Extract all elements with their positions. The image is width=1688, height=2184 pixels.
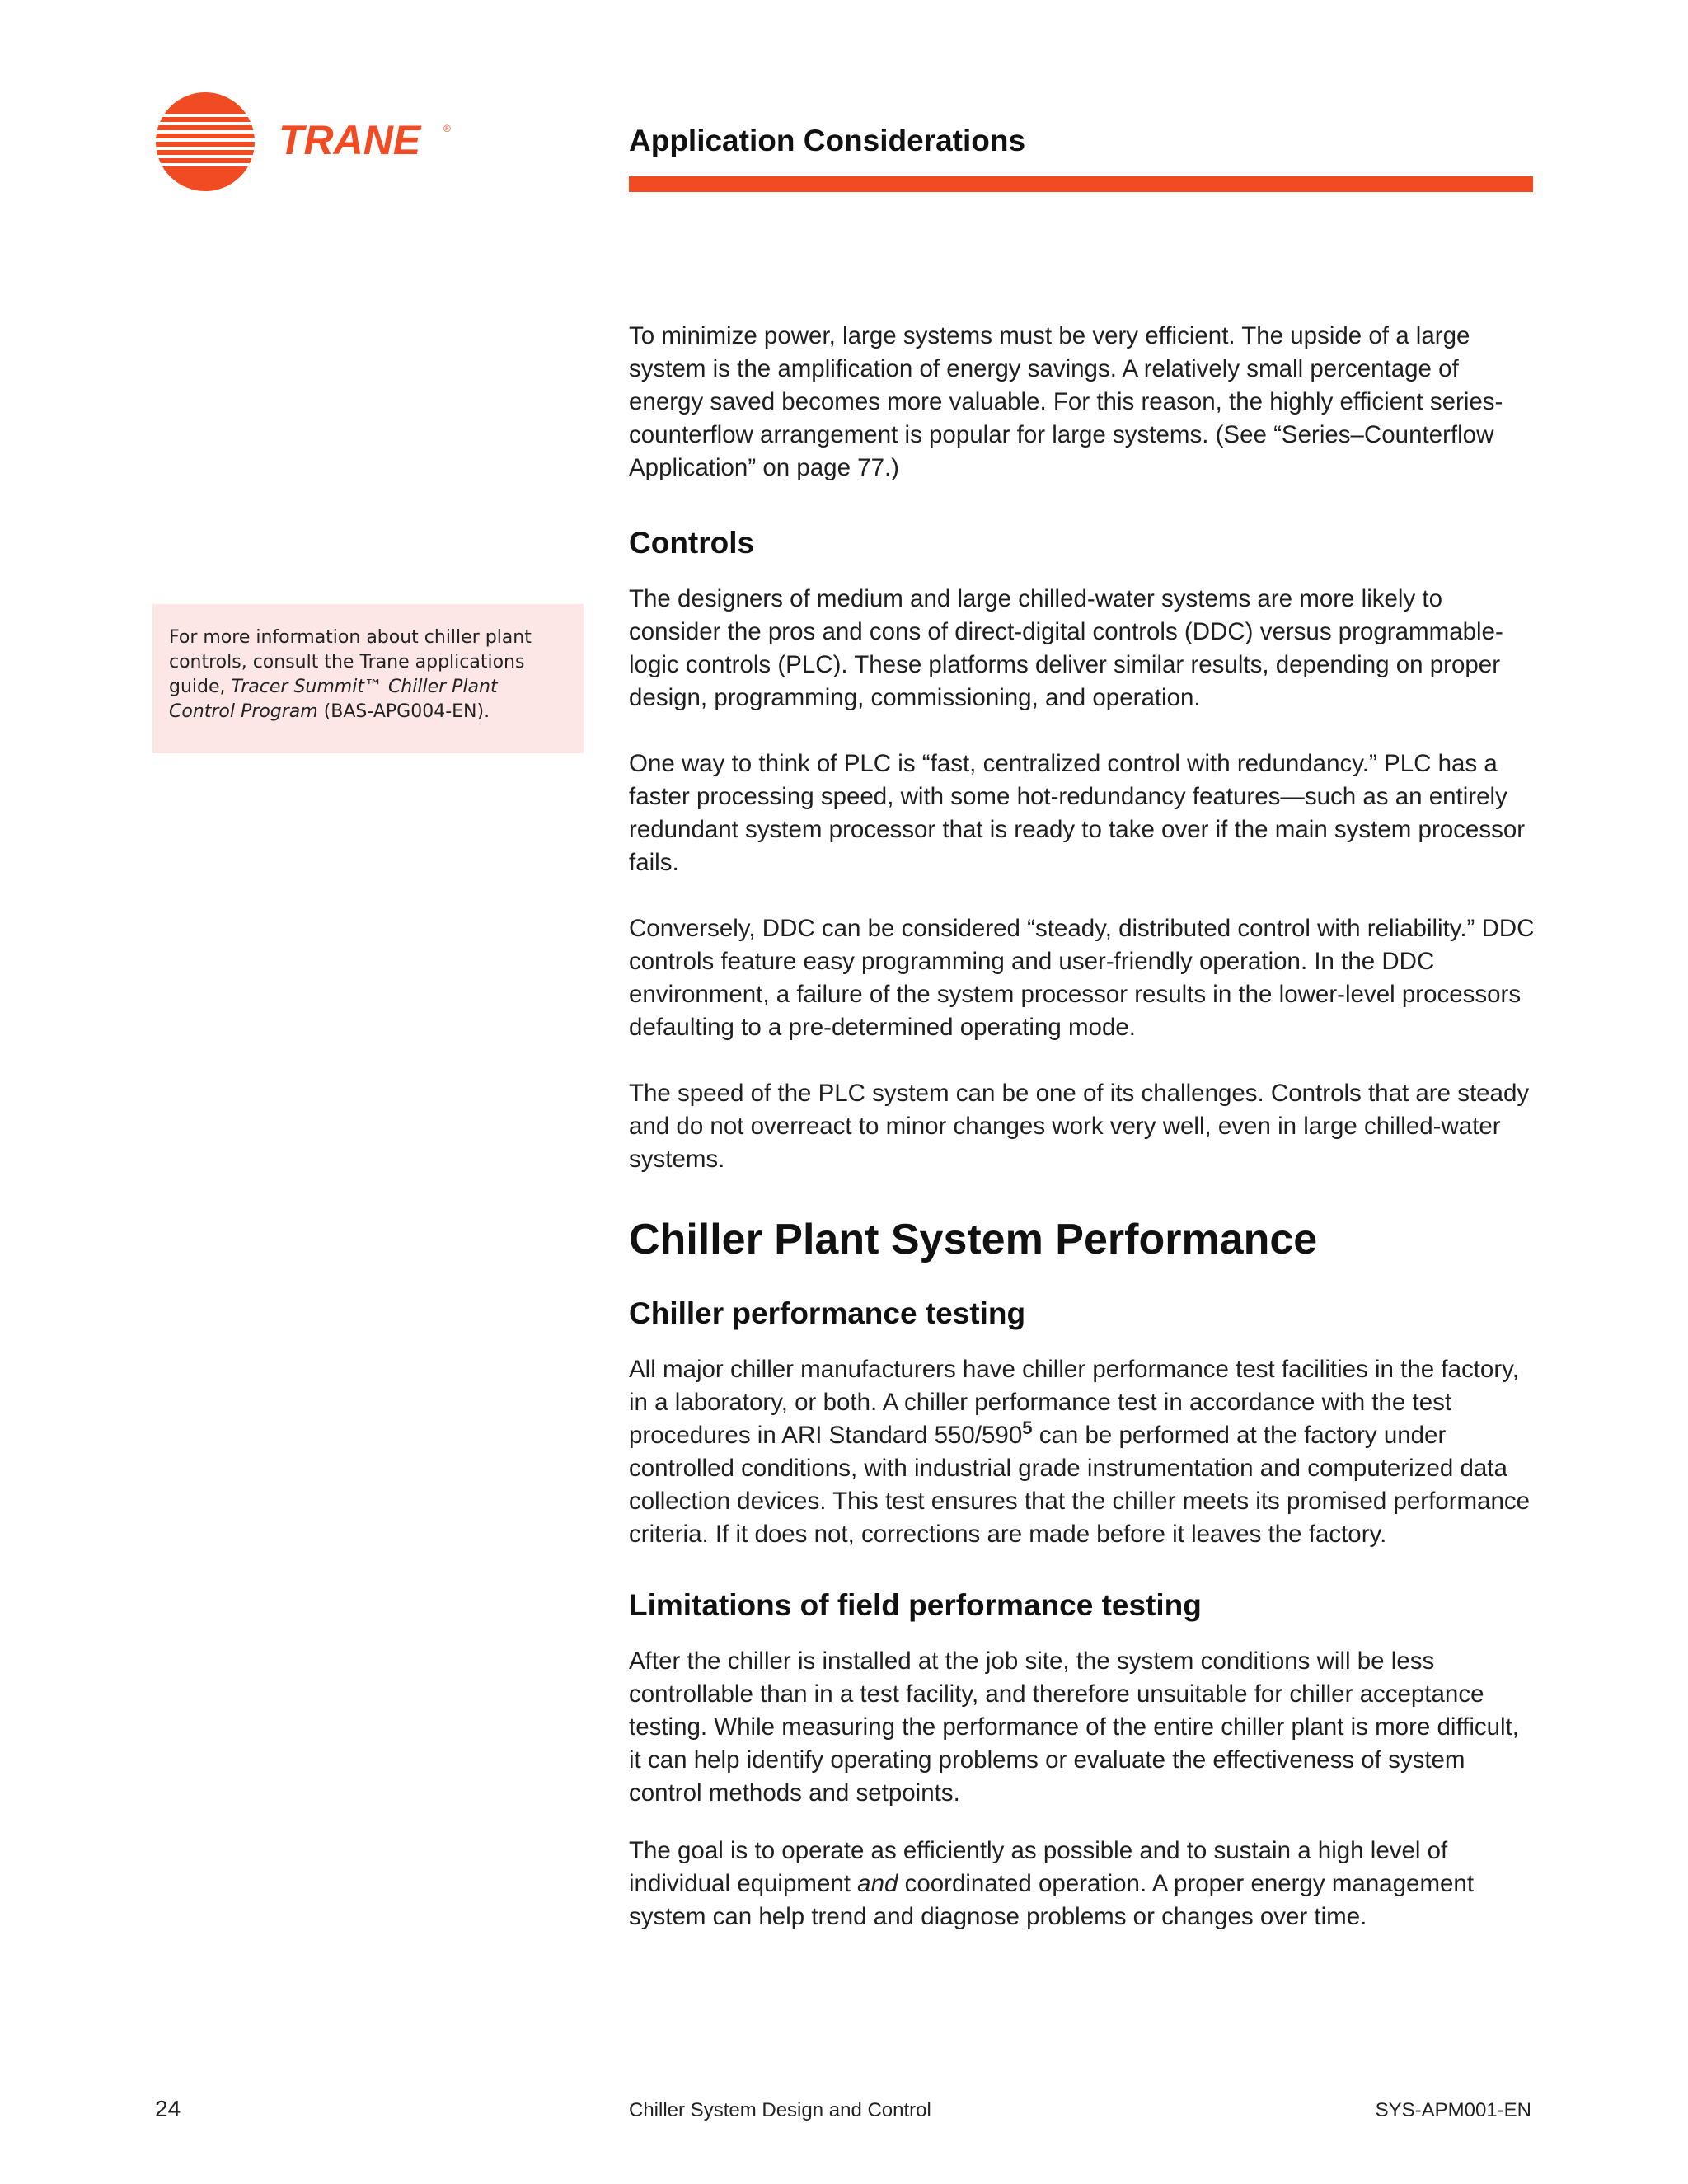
sidebar-note-text: For more information about chiller plant controls, consult the Trane applications guide, xyxy=(169,627,532,697)
testing-text-1: All major chiller manufacturers have chiller performance test facilities in the factory, in a laboratory, or both. A chiller performance test in accordance with the test procedures in ARI Standard 550/590 xyxy=(629,1356,1519,1449)
performance-heading: Chiller Plant System Performance xyxy=(629,1216,1318,1263)
title-rule xyxy=(629,176,1533,192)
intro-paragraph: To minimize power, large systems must be very efficient. The upside of a large system is the amplification of energy savings. A relatively small percentage of energy saved becomes more valuable. For this reason, the highly efficient series-counterflow arrangement is popular for large systems. (See “Series–Counterflow Application” on page 77.) xyxy=(629,322,1503,481)
trane-logo xyxy=(155,91,468,194)
limitations-paragraph-1: After the chiller is installed at the job site, the system conditions will be less controllable than in a test facility, and therefore unsuitable for chiller acceptance testing. While measuring the performance of the entire chiller plant is more difficult, it can help identify operating problems or evaluate the effectiveness of system control methods and setpoints. xyxy=(629,1647,1519,1807)
footer-doc-code: SYS-APM001-EN xyxy=(1375,2099,1531,2121)
controls-paragraph-4: The speed of the PLC system can be one of its challenges. Controls that are steady and do not overreact to minor changes work very well, even in large chilled-water systems. xyxy=(629,1080,1530,1173)
limitations-emphasis: and xyxy=(857,1870,898,1897)
testing-heading: Chiller performance testing xyxy=(629,1296,1026,1330)
logo-wordmark: TRANE xyxy=(279,117,421,163)
main-content xyxy=(629,320,1536,1933)
limitations-paragraph-2 xyxy=(629,1835,1536,1933)
controls-paragraph-2: One way to think of PLC is “fast, centralized control with redundancy.” PLC has a faster processing speed, with some hot-redundancy features—such as an entirely redundant system processor that is ready to take over if the main system processor fails. xyxy=(629,750,1526,876)
controls-paragraph-1: The designers of medium and large chilled-water systems are more likely to consider the pros and cons of direct-digital controls (DDC) versus programmable-logic controls (PLC). These platforms deliver similar results, depending on proper design, programming, commissioning, and operation. xyxy=(629,585,1503,711)
testing-paragraph xyxy=(629,1353,1536,1551)
sidebar-note xyxy=(152,604,584,753)
testing-text-2: can be performed at the factory under controlled conditions, with industrial grade instrumentation and computerized data collection devices. This test ensures that the chiller meets its promised performance criteria. If it does not, corrections are made before it leaves the factory. xyxy=(629,1422,1531,1548)
limitations-text-1: The goal is to operate as efficiently as possible and to sustain a high level of individual equipment xyxy=(629,1837,1448,1897)
footer-doc-title: Chiller System Design and Control xyxy=(629,2099,931,2121)
svg-text:®: ® xyxy=(443,123,451,134)
sidebar-note-guide-title: Tracer Summit™ Chiller Plant Control Program xyxy=(169,677,498,722)
page-number: 24 xyxy=(155,2096,181,2121)
limitations-text-2: coordinated operation. A proper energy management system can help trend and diagnose problems or changes over time. xyxy=(629,1870,1475,1930)
controls-heading: Controls xyxy=(629,526,755,560)
section-title: Application Considerations xyxy=(629,124,1026,157)
sidebar-note-code: (BAS-APG004-EN). xyxy=(317,701,490,722)
limitations-heading: Limitations of field performance testing xyxy=(629,1588,1202,1622)
footnote-marker: 5 xyxy=(1022,1418,1033,1439)
controls-paragraph-3: Conversely, DDC can be considered “steady, distributed control with reliability.” DDC controls feature easy programming and user-friendly operation. In the DDC environment, a failure of the system processor results in the lower-level processors defaulting to a pre-determined operating mode. xyxy=(629,915,1535,1041)
